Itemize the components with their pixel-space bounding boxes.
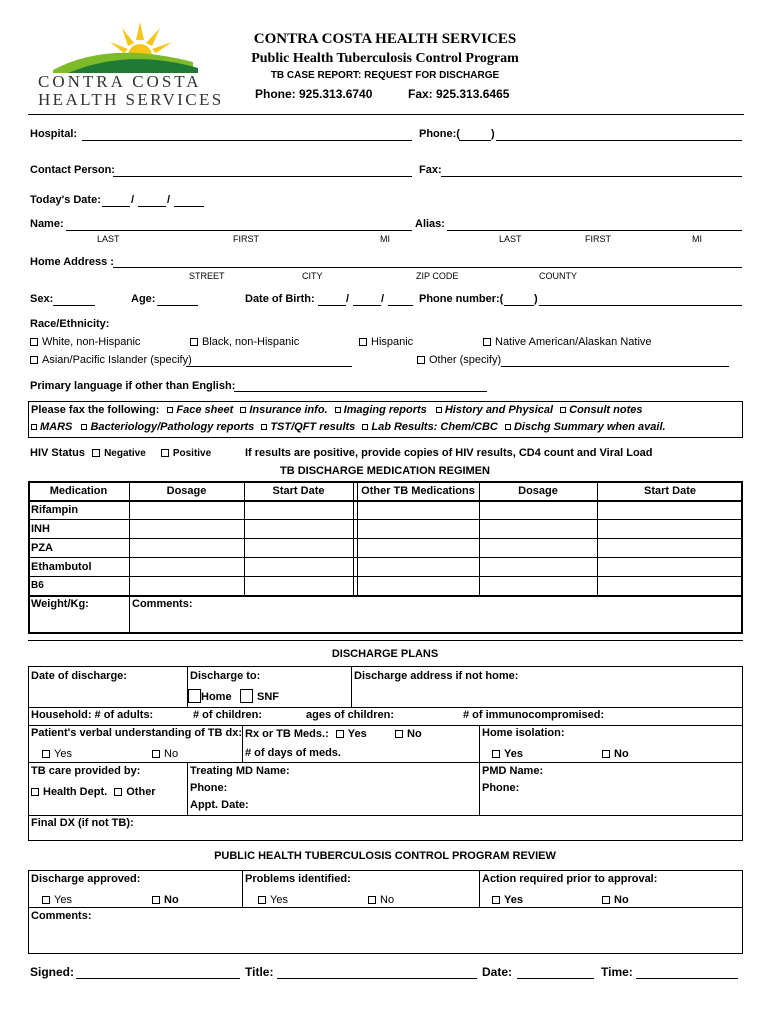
action-no-checkbox[interactable] [602,896,610,904]
hospital-input[interactable] [82,140,412,141]
contact-input[interactable] [113,176,412,177]
health-dept-checkbox[interactable] [31,788,39,796]
problems-yes-label: Yes [270,894,288,906]
action-label: Action required prior to approval: [482,873,658,885]
med-header-start-date2: Start Date [644,485,696,497]
home-checkbox[interactable] [188,689,201,703]
date-sep-1: / [131,194,135,206]
discharge-address-label: Discharge address if not home: [354,670,519,682]
snf-checkbox[interactable] [240,689,253,703]
med-row-inh: INH [31,523,50,535]
phone-number-area[interactable] [504,305,534,306]
approved-no-option[interactable] [152,894,179,906]
fax-request-row1 [31,404,642,416]
appt-label: Appt. Date: [190,799,249,811]
name-first-caption: FIRST [233,234,259,244]
header-divider [28,114,744,115]
race-black-option[interactable] [190,336,299,348]
isolation-label: Home isolation: [482,727,565,739]
header-fax: Fax: 925.313.6465 [408,87,510,101]
discharge-to-label: Discharge to: [190,670,261,682]
consult-checkbox[interactable] [560,407,566,413]
bacteriology-checkbox[interactable] [81,424,87,430]
verbal-no-option[interactable] [152,748,178,760]
phone-area-input[interactable] [459,140,491,141]
action-no-option[interactable] [602,894,629,906]
history-checkbox[interactable] [436,407,442,413]
name-last-caption: LAST [97,234,120,244]
isolation-yes-label: Yes [504,748,523,760]
review-comments-label: Comments: [31,910,92,922]
date-label: Date: [482,965,513,979]
white-label: White, non-Hispanic [42,336,141,348]
lab-checkbox[interactable] [362,424,368,430]
rx-no-checkbox[interactable] [395,730,403,738]
problems-no-label: No [380,894,395,906]
approved-yes-checkbox[interactable] [42,896,50,904]
hiv-negative-checkbox[interactable] [92,449,100,457]
rx-no-label: No [407,728,422,740]
age-label: Age: [131,293,156,305]
hiv-status [30,447,211,459]
mars-checkbox[interactable] [31,424,37,430]
age-input[interactable] [157,305,198,306]
logo [28,18,238,110]
logo-line1: CONTRA COSTA [38,72,202,91]
title-input[interactable] [277,978,477,979]
med-row-rifampin: Rifampin [31,504,79,516]
race-other-option[interactable] [417,354,501,366]
history-label: History and Physical [444,404,554,416]
phone-number-label: Phone number:( [419,293,504,305]
problems-label: Problems identified: [245,873,351,885]
adults-label: Household: # of adults: [31,709,154,721]
med-header-start-date: Start Date [272,485,325,497]
time-label: Time: [601,965,633,979]
org-title: CONTRA COSTA HEALTH SERVICES [253,31,517,47]
discharge-home-option[interactable] [188,689,232,703]
pmd-label: PMD Name: [482,765,544,777]
verbal-yes-checkbox[interactable] [42,750,50,758]
race-asian-option[interactable] [30,354,192,366]
verbal-yes-label: Yes [54,748,72,760]
date-input[interactable] [517,978,594,979]
tst-checkbox[interactable] [261,424,267,430]
mars-label: MARS [40,421,73,433]
home-address-input[interactable] [113,267,742,268]
problems-yes-checkbox[interactable] [258,896,266,904]
phone-number-input[interactable] [539,305,742,306]
care-other-checkbox[interactable] [114,788,122,796]
fax-label: Fax: [419,164,442,176]
hiv-label: HIV Status [30,447,86,459]
todays-date-label: Today's Date: [30,194,101,206]
pmd-phone-label: Phone: [482,782,520,794]
med-header-other: Other TB Medications [361,485,475,497]
problems-no-checkbox[interactable] [368,896,376,904]
isolation-yes-checkbox[interactable] [492,750,500,758]
sun-hills-icon [48,18,198,73]
hiv-note: If results are positive, provide copies of HIV results, CD4 count and Viral Load [245,447,653,459]
med-header-dosage: Dosage [166,485,207,497]
insurance-label: Insurance info. [249,404,328,416]
care-other-label: Other [126,786,156,798]
home-address-label: Home Address : [30,256,114,268]
todays-date-day[interactable] [138,206,166,207]
other-checkbox[interactable] [417,356,425,364]
language-input[interactable] [234,391,487,392]
hispanic-label: Hispanic [371,336,414,348]
med-row-pza: PZA [31,542,53,554]
asian-specify-input[interactable] [186,366,352,367]
med-row-ethambutol: Ethambutol [31,561,92,573]
action-yes-label: Yes [504,894,523,906]
white-checkbox[interactable] [30,338,38,346]
action-yes-option[interactable] [492,894,523,906]
race-white-option[interactable] [30,336,140,348]
hiv-positive-checkbox[interactable] [161,449,169,457]
dob-label: Date of Birth: [245,293,315,305]
alias-mi-caption: MI [692,234,702,244]
verbal-yes-option[interactable] [42,748,72,760]
discharge-title: DISCHARGE PLANS [331,648,439,660]
action-no-label: No [614,894,629,906]
isolation-no-label: No [614,748,629,760]
name-mi-caption: MI [380,234,390,244]
rx-yes-checkbox[interactable] [336,730,344,738]
dob-day[interactable] [353,305,381,306]
signed-input[interactable] [76,978,240,979]
problems-yes-option[interactable] [258,894,288,906]
fax-input[interactable] [441,176,742,177]
approved-yes-label: Yes [54,894,72,906]
face-sheet-checkbox[interactable] [167,407,173,413]
weight-label: Weight/Kg: [31,598,89,610]
rx-no-option[interactable] [395,728,422,740]
hiv-negative-label: Negative [104,448,146,459]
asian-checkbox[interactable] [30,356,38,364]
header-phone: Phone: 925.313.6740 [255,87,373,101]
logo-line2: HEALTH SERVICES [38,90,224,109]
final-dx-label: Final DX (if not TB): [31,817,134,829]
dob-sep-2: / [381,293,385,305]
care-options [31,786,156,798]
native-label: Native American/Alaskan Native [495,336,652,348]
med-row-b6: B6 [31,580,44,591]
rx-yes-label: Yes [347,728,367,740]
other-specify-input[interactable] [501,366,729,367]
name-input[interactable] [66,230,412,231]
fax-request-lead: Please fax the following: [31,404,160,416]
review-title: PUBLIC HEALTH TUBERCULOSIS CONTROL PROGRAM REVIEW [214,850,556,862]
name-label: Name: [30,218,64,230]
health-dept-label: Health Dept. [43,786,108,798]
signed-label: Signed: [30,965,74,979]
alias-first-caption: FIRST [585,234,611,244]
todays-date-month[interactable] [102,206,130,207]
dob-month[interactable] [318,305,346,306]
med-header-dosage2: Dosage [518,485,558,497]
immuno-label: # of immunocompromised: [463,709,605,721]
dob-sep-1: / [346,293,350,305]
todays-date-year[interactable] [174,206,204,207]
phone-label: Phone:( [419,128,460,140]
dischg-checkbox[interactable] [505,424,511,430]
alias-input[interactable] [447,230,742,231]
hospital-label: Hospital: [30,128,78,140]
program-title: Public Health Tuberculosis Control Program [251,51,519,66]
race-native-option[interactable] [483,336,652,348]
isolation-no-checkbox[interactable] [602,750,610,758]
race-hispanic-option[interactable] [359,336,413,348]
verbal-no-label: No [164,748,179,760]
treating-phone-label: Phone: [190,782,228,794]
sex-label: Sex: [30,293,54,305]
treating-label: Treating MD Name: [190,765,290,777]
bacteriology-label: Bacteriology/Pathology reports [90,421,255,433]
black-label: Black, non-Hispanic [202,336,300,348]
time-input[interactable] [636,978,738,979]
approved-no-checkbox[interactable] [152,896,160,904]
asian-label: Asian/Pacific Islander (specify) [42,354,192,366]
action-yes-checkbox[interactable] [492,896,500,904]
approved-label: Discharge approved: [31,873,141,885]
isolation-yes-option[interactable] [492,748,523,760]
city-caption: CITY [302,271,323,281]
alias-label: Alias: [415,218,445,230]
dischg-label: Dischg Summary when avail. [513,421,666,433]
isolation-no-option[interactable] [602,748,629,760]
hiv-positive-label: Positive [172,448,212,459]
phone-number-close: ) [534,293,538,305]
problems-no-option[interactable] [368,894,394,906]
rx-label: Rx or TB Meds.: [245,728,329,740]
discharge-date-label: Date of discharge: [31,670,127,682]
lab-label: Lab Results: Chem/CBC [371,421,498,433]
care-label: TB care provided by: [31,765,141,777]
home-label: Home [201,691,232,703]
language-label: Primary language if other than English: [30,380,236,392]
face-sheet-label: Face sheet [176,404,234,416]
rx-option [245,728,367,740]
street-caption: STREET [189,271,225,281]
black-checkbox[interactable] [190,338,198,346]
verbal-label: Patient's verbal understanding of TB dx: [31,727,243,739]
zip-caption: ZIP CODE [416,271,459,281]
fax-request-row2 [31,421,666,433]
phone-close: ) [491,128,495,140]
imaging-checkbox[interactable] [335,407,341,413]
consult-label: Consult notes [569,404,643,416]
contact-label: Contact Person: [30,164,115,176]
med-header-medication: Medication [49,485,108,497]
report-title: TB CASE REPORT: REQUEST FOR DISCHARGE [270,70,500,81]
county-caption: COUNTY [539,271,577,281]
tst-label: TST/QFT results [270,421,356,433]
phone-input[interactable] [496,140,742,141]
insurance-checkbox[interactable] [240,407,246,413]
discharge-snf-option[interactable] [240,689,279,703]
ages-label: ages of children: [306,709,395,721]
children-label: # of children: [193,709,263,721]
dob-year[interactable] [388,305,413,306]
race-label: Race/Ethnicity: [30,318,110,330]
approved-no-label: No [164,894,179,906]
snf-label: SNF [257,691,279,703]
med-comments-label: Comments: [132,598,193,610]
title-label: Title: [245,965,274,979]
alias-last-caption: LAST [499,234,522,244]
approved-yes-option[interactable] [42,894,72,906]
other-label: Other (specify) [429,354,502,366]
imaging-label: Imaging reports [343,404,427,416]
days-label: # of days of meds. [245,747,341,759]
date-sep-2: / [167,194,171,206]
sex-input[interactable] [53,305,95,306]
verbal-no-checkbox[interactable] [152,750,160,758]
med-table-title: TB DISCHARGE MEDICATION REGIMEN [279,465,491,477]
hispanic-checkbox[interactable] [359,338,367,346]
native-checkbox[interactable] [483,338,491,346]
